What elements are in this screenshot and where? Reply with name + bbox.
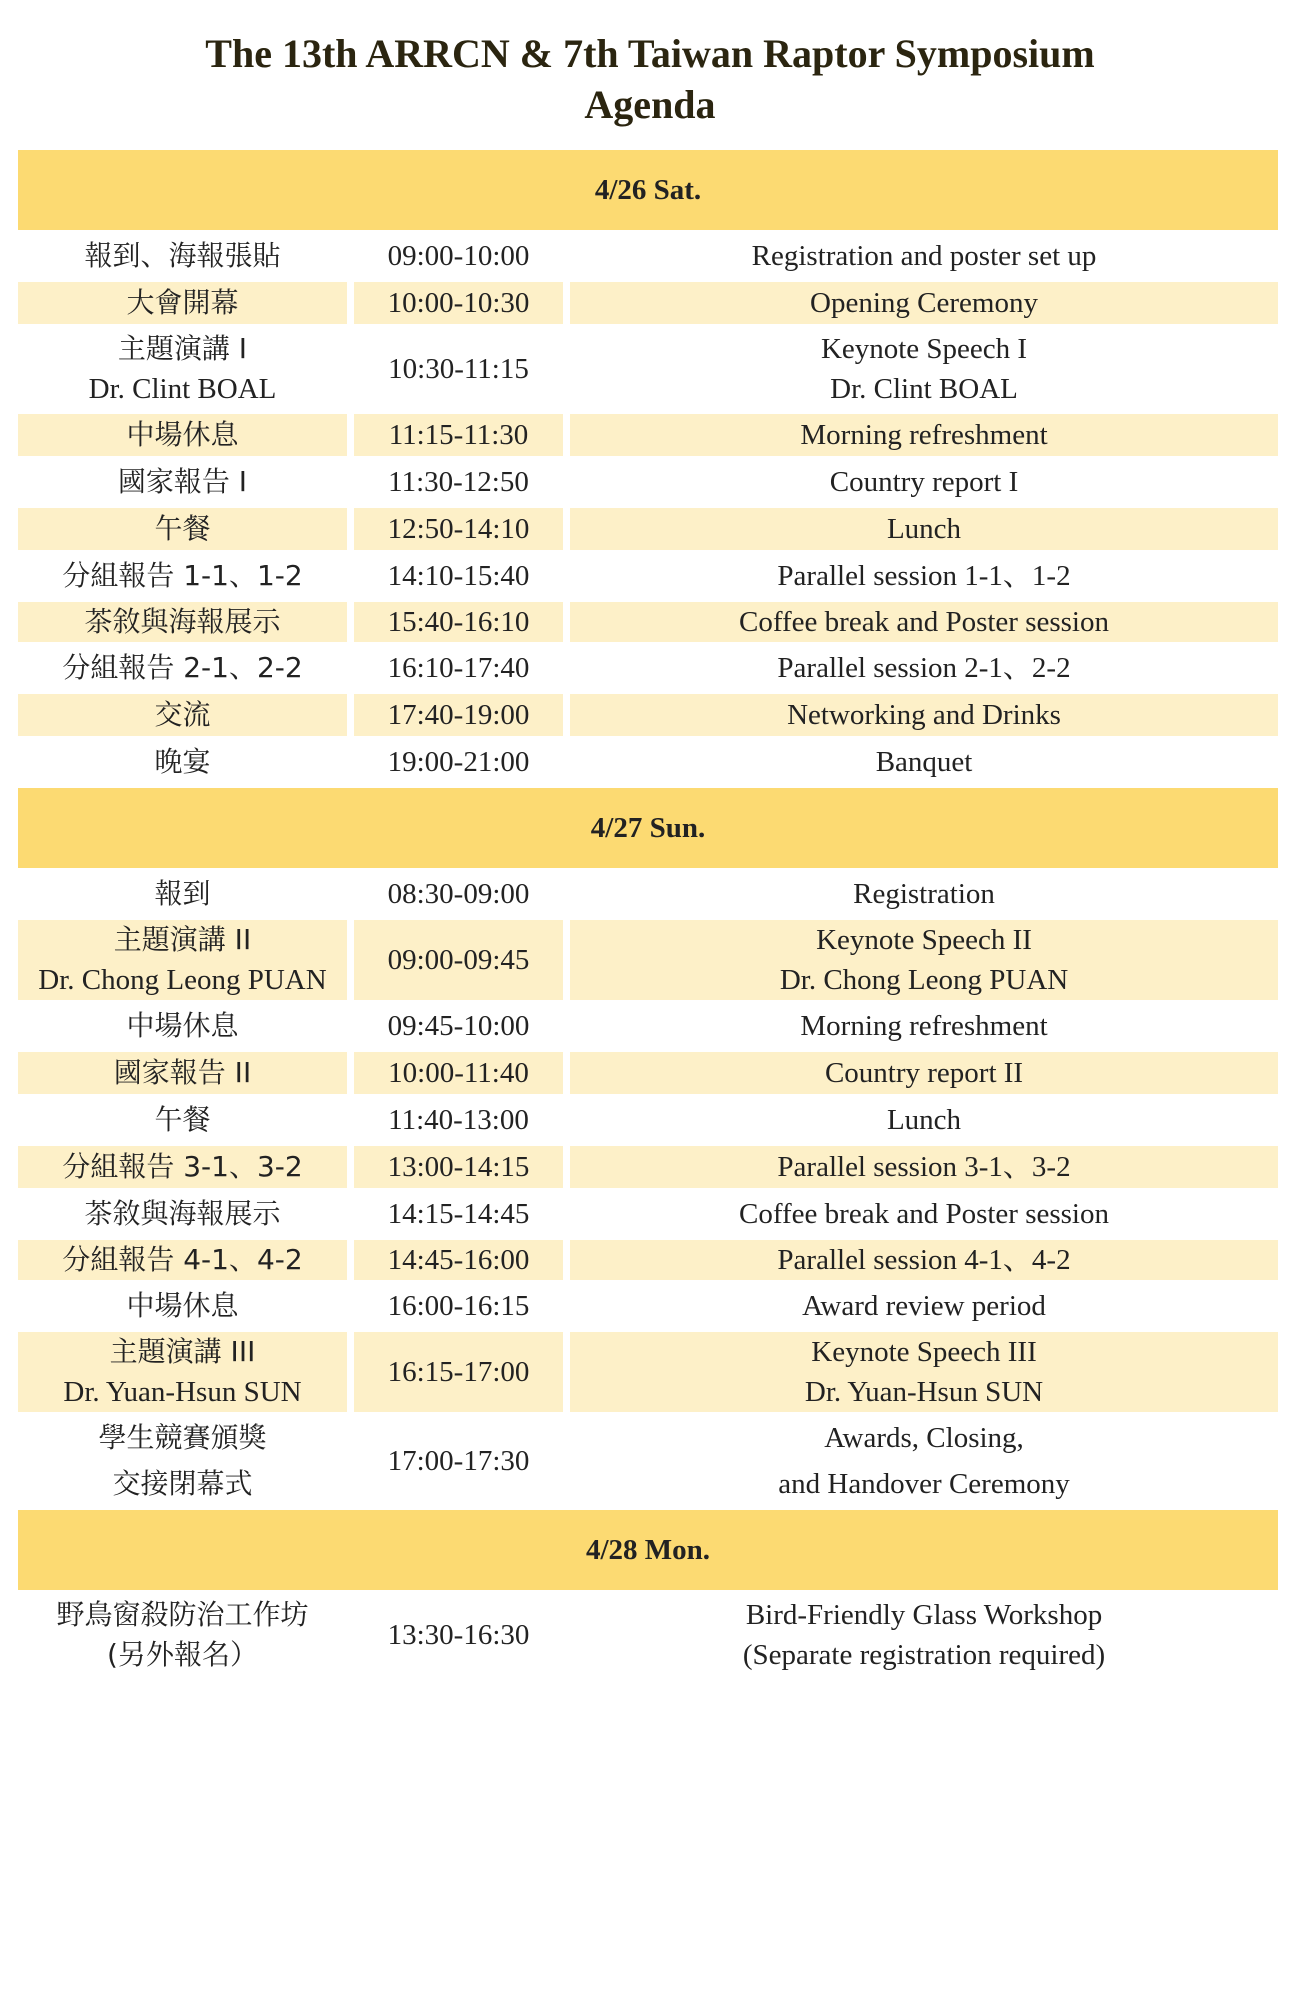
session-name-zh	[18, 1417, 354, 1505]
session-name-en-line: Networking and Drinks	[787, 699, 1061, 731]
session-name-en	[570, 920, 1278, 1000]
session-name-en	[570, 555, 1278, 597]
session-name-zh-line: (另外報名）	[107, 1638, 258, 1671]
session-name-zh-line: 主題演講 III	[109, 1335, 256, 1368]
session-name-zh-line: 茶敘與海報展示	[84, 605, 281, 638]
session-name-en-line: Dr. Clint BOAL	[830, 373, 1018, 405]
session-name-zh	[18, 1332, 354, 1412]
session-name-en	[570, 1146, 1278, 1188]
session-name-zh-line: 大會開幕	[126, 286, 239, 319]
session-name-zh-line: 分組報告 4-1、4-2	[62, 1243, 303, 1276]
session-name-en-line: (Separate registration required)	[742, 1639, 1106, 1671]
session-name-en-line: and Handover Ceremony	[778, 1468, 1070, 1500]
agenda-row	[18, 235, 1278, 277]
session-name-zh-line: 學生競賽頒獎	[98, 1421, 267, 1454]
day-label: 4/26 Sat.	[18, 150, 1278, 230]
session-name-en-line: Morning refreshment	[800, 419, 1048, 451]
session-name-en-line: Keynote Speech III	[811, 1336, 1037, 1368]
page-title	[0, 0, 1300, 130]
session-name-en	[570, 329, 1278, 409]
session-name-zh	[18, 1193, 354, 1235]
session-time: 12:50-14:10	[354, 508, 570, 550]
session-time: 11:30-12:50	[354, 461, 570, 503]
session-name-en	[570, 1052, 1278, 1094]
session-name-en	[570, 508, 1278, 550]
session-name-en-line: Parallel session 3-1、3-2	[777, 1151, 1071, 1183]
session-name-en-line: Country report I	[829, 466, 1019, 498]
session-name-en-line: Keynote Speech II	[816, 924, 1032, 956]
session-time: 19:00-21:00	[354, 741, 570, 783]
session-time: 13:00-14:15	[354, 1146, 570, 1188]
session-name-en	[570, 1285, 1278, 1327]
agenda-table	[18, 145, 1278, 1680]
session-name-zh-line: Dr. Yuan-Hsun SUN	[63, 1376, 302, 1408]
session-time: 10:00-11:40	[354, 1052, 570, 1094]
agenda-row	[18, 1285, 1278, 1327]
session-name-en	[570, 647, 1278, 689]
agenda-row	[18, 555, 1278, 597]
session-name-zh	[18, 1005, 354, 1047]
session-name-en-line: Registration	[853, 878, 995, 910]
session-name-en-line: Opening Ceremony	[810, 287, 1038, 319]
title-line-2: Agenda	[584, 82, 716, 127]
session-name-en	[570, 1240, 1278, 1280]
session-name-en-line: Parallel session 1-1、1-2	[777, 560, 1071, 592]
session-time: 16:15-17:00	[354, 1332, 570, 1412]
session-name-zh-line: 主題演講 II	[113, 923, 252, 956]
session-time: 08:30-09:00	[354, 873, 570, 915]
session-name-zh-line: 報到、海報張貼	[84, 239, 281, 272]
session-name-zh	[18, 1099, 354, 1141]
session-name-zh-line: 中場休息	[126, 418, 239, 451]
session-name-en	[570, 1099, 1278, 1141]
session-name-en	[570, 873, 1278, 915]
session-name-en-line: Lunch	[886, 1104, 962, 1136]
session-name-zh	[18, 602, 354, 642]
session-name-zh-line: 分組報告 2-1、2-2	[62, 651, 303, 684]
session-time: 09:45-10:00	[354, 1005, 570, 1047]
session-time: 11:15-11:30	[354, 414, 570, 456]
session-name-zh-line: 茶敘與海報展示	[84, 1197, 281, 1230]
agenda-row	[18, 461, 1278, 503]
session-name-zh-line: Dr. Clint BOAL	[88, 373, 277, 405]
session-time: 09:00-10:00	[354, 235, 570, 277]
session-name-en	[570, 1005, 1278, 1047]
session-name-en-line: Keynote Speech I	[820, 333, 1028, 365]
session-name-zh-line: 主題演講 I	[117, 332, 248, 365]
agenda-row	[18, 1240, 1278, 1280]
session-name-zh-line: 國家報告 I	[117, 465, 248, 498]
agenda-row	[18, 602, 1278, 642]
agenda-row	[18, 647, 1278, 689]
session-name-zh	[18, 508, 354, 550]
agenda-body	[18, 150, 1278, 1675]
session-name-en-line: Country report II	[824, 1057, 1024, 1089]
session-time: 13:30-16:30	[354, 1595, 570, 1675]
session-time: 16:00-16:15	[354, 1285, 570, 1327]
session-name-zh	[18, 694, 354, 736]
session-time: 16:10-17:40	[354, 647, 570, 689]
session-name-zh-line: 中場休息	[126, 1009, 239, 1042]
session-name-zh	[18, 1240, 354, 1280]
session-name-zh-line: 中場休息	[126, 1289, 239, 1322]
session-name-en	[570, 1417, 1278, 1505]
agenda-row	[18, 1099, 1278, 1141]
agenda-row	[18, 1595, 1278, 1675]
session-name-en-line: Dr. Yuan-Hsun SUN	[804, 1376, 1044, 1408]
session-name-en-line: Bird-Friendly Glass Workshop	[745, 1599, 1103, 1631]
session-name-zh-line: 交接閉幕式	[112, 1467, 253, 1500]
session-name-zh	[18, 1146, 354, 1188]
session-name-zh	[18, 873, 354, 915]
session-name-en	[570, 1193, 1278, 1235]
agenda-row	[18, 1146, 1278, 1188]
agenda-row	[18, 282, 1278, 324]
session-name-zh-line: 午餐	[154, 512, 211, 545]
day-label: 4/27 Sun.	[18, 788, 1278, 868]
session-time: 17:00-17:30	[354, 1417, 570, 1505]
session-name-en	[570, 741, 1278, 783]
session-name-en-line: Awards, Closing,	[824, 1422, 1024, 1454]
day-label: 4/28 Mon.	[18, 1510, 1278, 1590]
session-time: 14:45-16:00	[354, 1240, 570, 1280]
session-name-zh-line: 午餐	[154, 1103, 211, 1136]
session-name-en-line: Lunch	[886, 513, 962, 545]
agenda-row	[18, 1193, 1278, 1235]
day-header	[18, 788, 1278, 868]
agenda-row	[18, 920, 1278, 1000]
session-name-en	[570, 414, 1278, 456]
session-time: 17:40-19:00	[354, 694, 570, 736]
session-name-en-line: Parallel session 2-1、2-2	[777, 652, 1071, 684]
session-name-en-line: Banquet	[875, 746, 973, 778]
session-name-en-line: Registration and poster set up	[751, 240, 1097, 272]
session-name-zh	[18, 1052, 354, 1094]
agenda-row	[18, 694, 1278, 736]
session-name-zh	[18, 235, 354, 277]
agenda-row	[18, 1005, 1278, 1047]
agenda-row	[18, 414, 1278, 456]
session-time: 10:30-11:15	[354, 329, 570, 409]
title-line-1: The 13th ARRCN & 7th Taiwan Raptor Symposium	[205, 31, 1095, 76]
session-name-zh-line: Dr. Chong Leong PUAN	[38, 964, 327, 996]
agenda-row	[18, 1417, 1278, 1505]
session-name-zh-line: 晚宴	[154, 745, 211, 778]
session-name-en-line: Coffee break and Poster session	[739, 606, 1109, 638]
session-name-en-line: Dr. Chong Leong PUAN	[779, 964, 1069, 996]
session-name-en	[570, 1595, 1278, 1675]
session-name-zh-line: 交流	[154, 698, 211, 731]
agenda-row	[18, 1052, 1278, 1094]
session-name-en	[570, 235, 1278, 277]
session-name-zh	[18, 329, 354, 409]
session-name-en-line: Award review period	[802, 1290, 1046, 1322]
agenda-row	[18, 508, 1278, 550]
agenda-row	[18, 329, 1278, 409]
session-name-en-line: Morning refreshment	[800, 1010, 1048, 1042]
agenda-row	[18, 873, 1278, 915]
session-name-zh	[18, 920, 354, 1000]
session-name-zh-line: 野鳥窗殺防治工作坊	[56, 1598, 309, 1631]
session-name-zh	[18, 555, 354, 597]
session-name-zh	[18, 647, 354, 689]
day-header	[18, 150, 1278, 230]
session-time: 10:00-10:30	[354, 282, 570, 324]
session-name-zh-line: 分組報告 1-1、1-2	[62, 559, 303, 592]
session-name-en-line: Parallel session 4-1、4-2	[777, 1244, 1071, 1276]
session-time: 14:15-14:45	[354, 1193, 570, 1235]
day-header	[18, 1510, 1278, 1590]
session-name-en-line: Coffee break and Poster session	[739, 1198, 1109, 1230]
agenda-row	[18, 1332, 1278, 1412]
session-name-zh-line: 報到	[154, 877, 211, 910]
session-time: 15:40-16:10	[354, 602, 570, 642]
session-name-en	[570, 282, 1278, 324]
session-name-zh	[18, 1595, 354, 1675]
session-name-zh	[18, 1285, 354, 1327]
session-time: 14:10-15:40	[354, 555, 570, 597]
session-name-zh	[18, 282, 354, 324]
session-name-zh-line: 分組報告 3-1、3-2	[62, 1150, 303, 1183]
session-name-en	[570, 694, 1278, 736]
session-name-zh	[18, 414, 354, 456]
agenda-row	[18, 741, 1278, 783]
session-name-zh-line: 國家報告 II	[113, 1056, 252, 1089]
session-name-en	[570, 461, 1278, 503]
session-name-en	[570, 602, 1278, 642]
session-time: 11:40-13:00	[354, 1099, 570, 1141]
session-name-en	[570, 1332, 1278, 1412]
session-time: 09:00-09:45	[354, 920, 570, 1000]
session-name-zh	[18, 461, 354, 503]
session-name-zh	[18, 741, 354, 783]
